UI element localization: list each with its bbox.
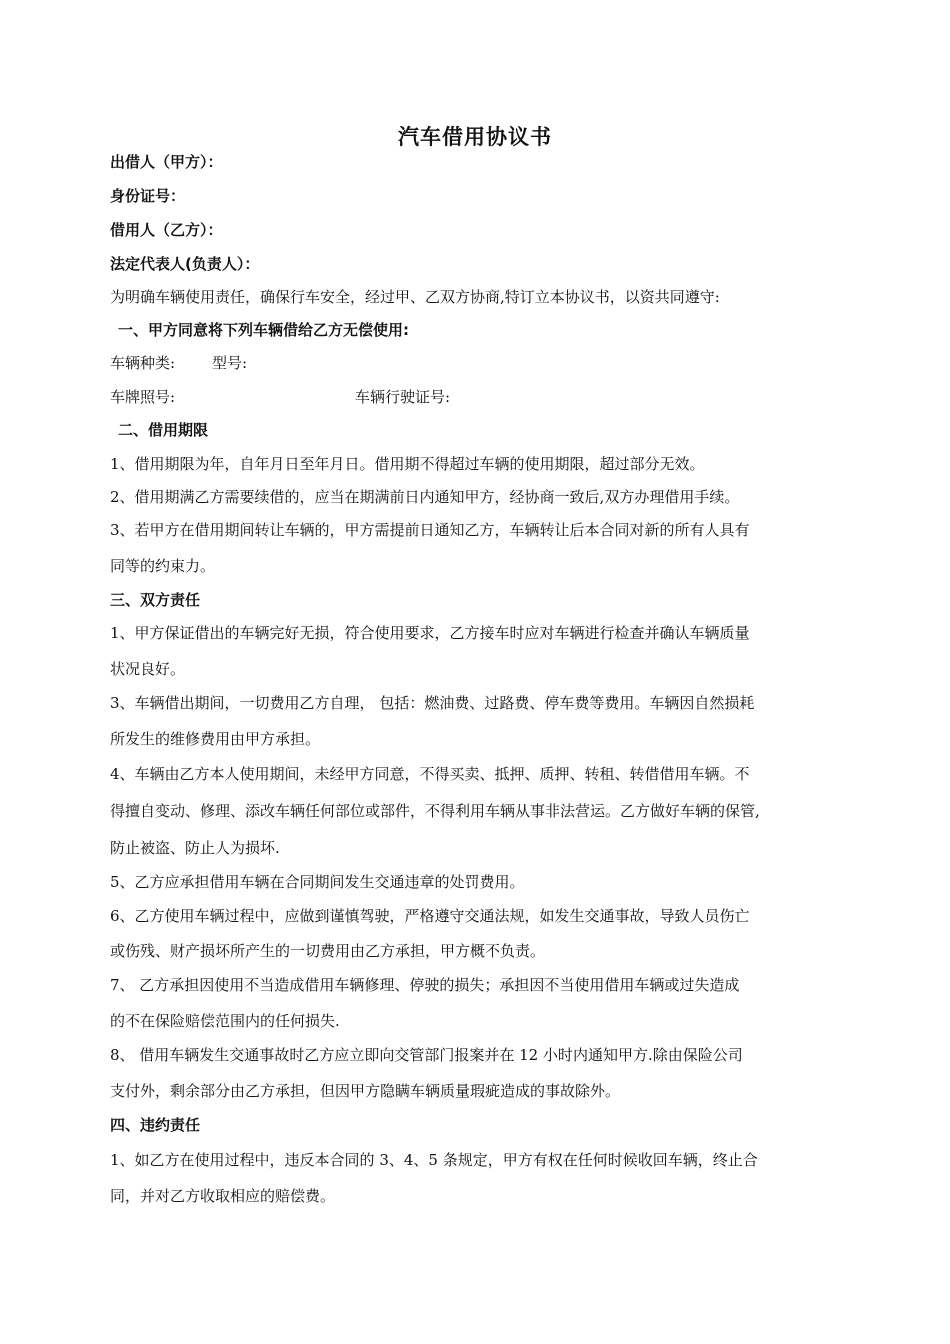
section2-heading: 二、借用期限 — [118, 421, 209, 439]
model-label: 型号: — [212, 354, 248, 372]
section2-item3-line1: 3、若甲方在借用期间转让车辆的，甲方需提前日通知乙方，车辆转让后本合同对新的所有人具有 — [110, 521, 750, 539]
section2-item1: 1、借用期限为年，自年月日至年月日。借用期不得超过车辆的使用期限，超过部分无效。 — [110, 455, 705, 473]
section3-item4-line2: 得擅自变动、修理、添改车辆任何部位或部件，不得利用车辆从事非法营运。乙方做好车辆的保管, — [110, 802, 760, 820]
section3-item8-line1: 8、 借用车辆发生交通事故时乙方应立即向交管部门报案并在 12 小时内通知甲方.除由保险公司 — [110, 1046, 743, 1064]
section2-item2: 2、借用期满乙方需要续借的，应当在期满前日内通知甲方，经协商一致后,双方办理借用手续。 — [110, 488, 740, 506]
section3-item1-line2: 状况良好。 — [110, 660, 186, 678]
section3-item7-line2: 的不在保险赔偿范围内的任何损失. — [110, 1012, 340, 1030]
section3-item1-line1: 1、甲方保证借出的车辆完好无损，符合使用要求，乙方接车时应对车辆进行检查并确认车辆质量 — [110, 624, 750, 642]
section4-item1-line1: 1、如乙方在使用过程中，违反本合同的 3、4、5 条规定，甲方有权在任何时候收回车辆，终止合 — [110, 1151, 758, 1169]
lender-label: 出借人（甲方）： — [110, 153, 223, 171]
section3-item5: 5、乙方应承担借用车辆在合同期间发生交通违章的处罚费用。 — [110, 873, 525, 891]
plate-label: 车牌照号: — [110, 388, 176, 406]
section3-heading: 三、双方责任 — [110, 591, 201, 609]
license-label: 车辆行驶证号: — [355, 388, 451, 406]
section1-heading: 一、甲方同意将下列车辆借给乙方无偿使用: — [118, 321, 410, 339]
borrower-label: 借用人（乙方）： — [110, 221, 223, 239]
legal-rep-label: 法定代表人(负责人）： — [110, 255, 260, 273]
section3-item6-line1: 6、乙方使用车辆过程中，应做到谨慎驾驶，严格遵守交通法规，如发生交通事故，导致人员伤亡 — [110, 907, 750, 925]
document-title: 汽车借用协议书 — [398, 125, 552, 149]
plate-row — [110, 387, 840, 407]
section3-item8-line2: 支付外，剩余部分由乙方承担，但因甲方隐瞒车辆质量瑕疵造成的事故除外。 — [110, 1082, 621, 1100]
section3-item3-line1: 3、车辆借出期间，一切费用乙方自理， 包括：燃油费、过路费、停车费等费用。车辆因自然损耗 — [110, 694, 755, 712]
id-number-label: 身份证号： — [110, 187, 186, 205]
section3-item6-line2: 或伤残、财产损坏所产生的一切费用由乙方承担，甲方概不负责。 — [110, 942, 546, 960]
preamble: 为明确车辆使用责任，确保行车安全，经过甲、乙双方协商,特订立本协议书，以资共同遵守: — [110, 288, 720, 306]
vehicle-type-label: 车辆种类: — [110, 354, 176, 372]
section3-item7-line1: 7、 乙方承担因使用不当造成借用车辆修理、停驶的损失；承担因不当使用借用车辆或过失造成 — [110, 976, 740, 994]
section2-item3-line2: 同等的约束力。 — [110, 557, 216, 575]
section3-item3-line2: 所发生的维修费用由甲方承担。 — [110, 730, 321, 748]
section4-heading: 四、违约责任 — [110, 1116, 201, 1134]
section4-item1-line2: 同，并对乙方收取相应的赔偿费。 — [110, 1187, 336, 1205]
vehicle-type-row — [110, 353, 840, 373]
section3-item4-line3: 防止被盗、防止人为损坏. — [110, 839, 280, 857]
section3-item4-line1: 4、车辆由乙方本人使用期间，未经甲方同意，不得买卖、抵押、质押、转租、转借借用车辆。不 — [110, 765, 750, 783]
